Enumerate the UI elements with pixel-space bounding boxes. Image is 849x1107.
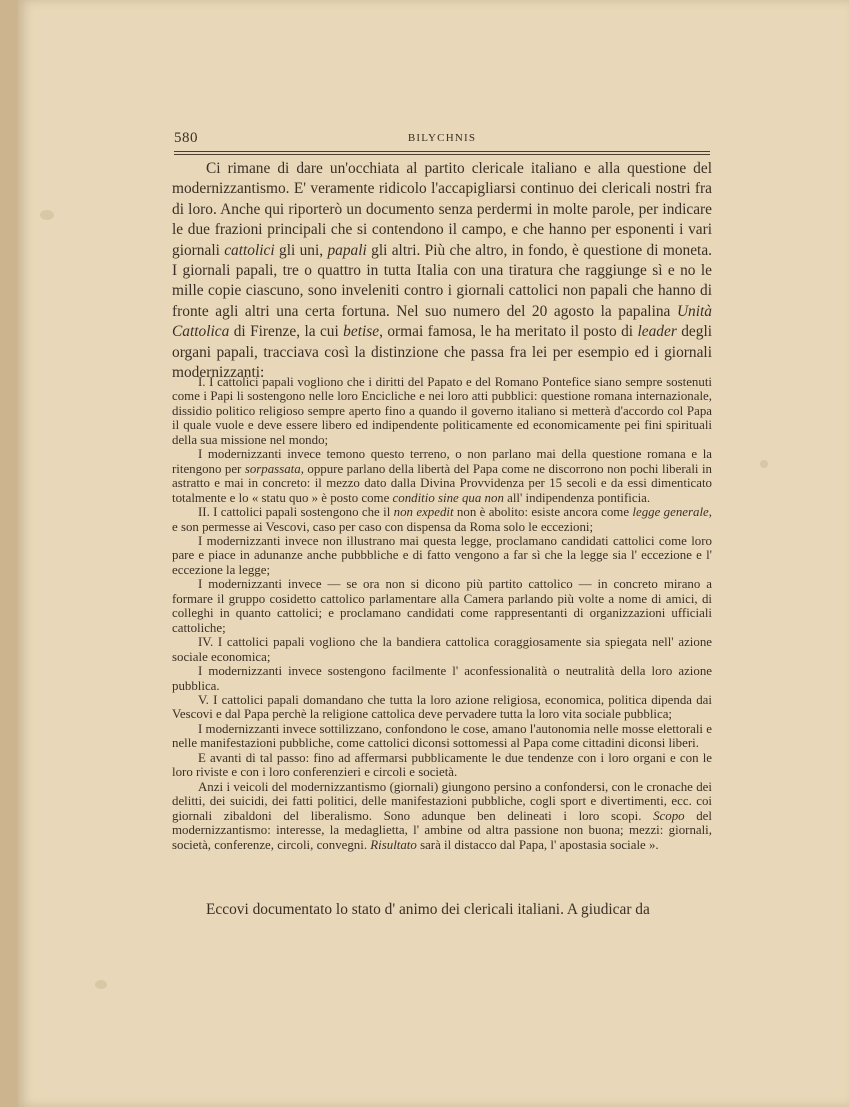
text-run: Anzi i veicoli del modernizzantismo (giornali) giungono persino a confondersi, con le cronache dei delitti, dei suicidi, dei fatti politici, delle manifestazioni pubbliche, cogli sport e divertimenti, ecc. coi giornali zibaldoni del liberalismo. Sono adunque ben delineati i loro scopi. [172, 779, 712, 823]
page-number: 580 [174, 130, 198, 146]
quote-paragraph: I. I cattolici papali vogliono che i diritti del Papato e del Romano Pontefice siano sempre sostenuti come i Papi li sostengono nelle loro Encicliche e nei loro atti pubblici: questione romana internazionale, dissidio politico religioso sempre aperto fino a quando il governo italiano si metterà d'accordo col Papa il quale vuole e deve essere libero ed indipendente politicamente ed economicamente pei fini spirituali della sua missione nel mondo; [172, 375, 712, 447]
quote-paragraph: E avanti di tal passo: fino ad affermarsi pubblicamente le due tendenze con i loro organi e con le loro riviste e con i loro conferenzieri e circoli e società. [172, 750, 712, 780]
paper-stain [95, 980, 107, 989]
page-header [174, 128, 710, 150]
quote-paragraph: I modernizzanti invece — se ora non si dicono più partito cattolico — in concreto mirano a formare il gruppo cosidetto cattolico parlamentare alla Camera parlando più volte a nome di amici, di colleghi in quanto cattolici; e proclamano candidati come rappresentanti di organizzazioni ufficiali cattoliche; [172, 577, 712, 635]
paragraph: Eccovi documentato lo stato d' animo dei clericali italiani. A giudicar da [206, 901, 650, 918]
paper-stain [760, 460, 768, 468]
text-run: del modernizzantismo: interesse, la medaglietta, l' ambine od altra passione non buona; mezzi: giornali, società, conferenze, circoli, convegni. [172, 808, 712, 852]
quote-paragraph: I modernizzanti invece non illustrano mai questa legge, proclamano candidati cattolici come loro pare e piace in adunanze anche pubbbliche e di fatto vengono a far sì che la legge sia l' eccezione e l' eccezione la legge; [172, 533, 712, 577]
paragraph [172, 159, 712, 383]
paper-stain [40, 210, 54, 220]
quoted-document [172, 375, 712, 852]
text-run: I modernizzanti invece temono questo terreno, o non parlano mai della questione romana e la ritengono per [172, 447, 712, 476]
text-run: gli altri. Più che altro, in fondo, è questione di moneta. I giornali papali, tre o quattro in tutta Italia con una tiratura che raggiunge sì e no le mille copie ciascuno, sono inveleniti contro i giornali cattolici non papali che hanno di fronte agli altri una certa fortuna. Nel suo numero del 20 agosto la papalina [172, 241, 712, 320]
text-run: di Firenze, la cui [229, 323, 344, 341]
italic-run: leader [637, 323, 677, 341]
text-run: , oppure parlano della libertà del Papa come ne discorrono non pochi liberali in astratto e mai in concreto: il mezzo dato dalla Divina Provvidenza per 15 secoli e da essi dimenticato totalmente e lo « statu quo » è posto come [172, 461, 712, 505]
text-run: Ci rimane di dare un'occhiata al partito clericale italiano e alla questione del modernizzantismo. E' veramente ridicolo l'accapigliarsi continuo dei clericali nostri fra di loro. Anche qui riporterò un documento senza perdermi in molte parole, per indicare le due frazioni principali che si contendono il campo, e che hanno per esponenti i vari giornali [172, 160, 712, 259]
text-run: non è abolito: esiste ancora come [453, 505, 633, 520]
italic-run: non expedit [393, 505, 454, 520]
quote-paragraph: I modernizzanti invece sottilizzano, confondono le cose, amano l'autonomia nelle mosse elettorali e nelle manifestazioni pubbliche, come cattolici diconsi sottomessi al Papa come cittadini diconsi liberi. [172, 721, 712, 751]
closing-paragraph [172, 900, 712, 920]
italic-run: Risultato [370, 837, 417, 852]
italic-run: legge generale [632, 505, 709, 520]
binding-edge [0, 0, 18, 1107]
italic-run: sorpassata [244, 461, 301, 476]
italic-run: betise [343, 323, 380, 341]
running-title: BILYCHNIS [407, 132, 477, 144]
intro-paragraph [172, 159, 712, 383]
text-run: gli uni, [274, 241, 328, 259]
text-run: , ormai famosa, le ha meritato il posto di [379, 323, 638, 341]
quote-paragraph: IV. I cattolici papali vogliono che la bandiera cattolica coraggiosamente sia spiegata nell' azione sociale economica; [172, 635, 712, 664]
quote-paragraph: I modernizzanti invece sostengono facilmente l' aconfessionalità o neutralità della loro azione pubblica. [172, 664, 712, 693]
quote-paragraph: V. I cattolici papali domandano che tutta la loro azione religiosa, economica, politica dipenda dai Vescovi e dal Papa perchè la religione cattolica deve pervadere tutta la loro vita sociale pubblica; [172, 692, 712, 722]
text-run: sarà il distacco dal Papa, l' apostasia sociale ». [416, 837, 659, 852]
header-rule [174, 154, 710, 155]
quote-paragraph [172, 780, 712, 852]
quote-paragraph [172, 505, 712, 534]
text-run: , e son permesse ai Vescovi, caso per caso con dispensa da Roma solo le eccezioni; [172, 505, 713, 534]
header-rule [174, 151, 710, 152]
text-run: degli organi papali, tracciava così la distinzione che passa fra lei per esempio ed i giornali modernizzanti: [172, 323, 712, 382]
italic-run: conditio sine qua non [392, 490, 504, 505]
italic-run: cattolici [224, 241, 275, 259]
italic-run: Unità Cattolica [172, 302, 712, 341]
text-run: all' indipendenza pontificia. [503, 490, 651, 505]
quote-paragraph [172, 447, 712, 505]
italic-run: Scopo [653, 808, 685, 823]
text-run: II. I cattolici papali sostengono che il [198, 505, 394, 520]
italic-run: papali [327, 241, 367, 259]
